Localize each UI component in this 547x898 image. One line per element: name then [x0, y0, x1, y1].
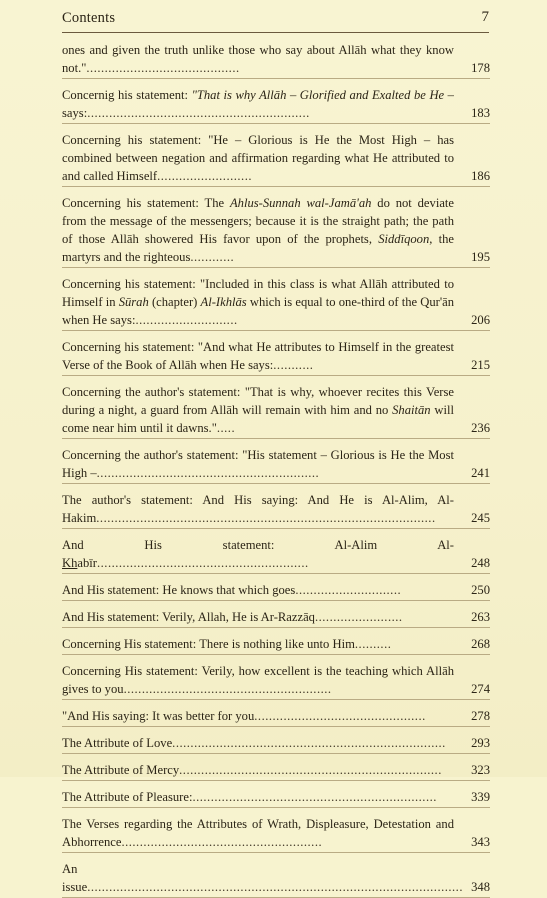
- dot-leader: .............................................................................................: [96, 511, 436, 525]
- toc-entry-title: The Verses regarding the Attributes of Wrath, Displeasure, Detestation and Abhorrence: [62, 817, 454, 849]
- toc-entry: [62, 707, 490, 727]
- toc-entry-page: 206: [471, 313, 490, 327]
- dot-leader: ...............................................: [254, 709, 426, 723]
- toc-entry: [62, 194, 490, 268]
- toc-entry: [62, 608, 490, 628]
- toc-entry-title: Concernig his statement: "That is why Allāh – Glorified and Exalted be He – says:: [62, 88, 454, 120]
- toc-entry-page: 245: [471, 511, 490, 525]
- toc-entry-title: Concerning his statement: The Ahlus-Sunnah wal-Jamā'ah do not deviate from the message of the messengers; because it is the straight path; the path of those Allāh showered His favor upon of the prophets, Siddīqoon, the martyrs and the righteous: [62, 196, 455, 264]
- toc-entry: [62, 383, 490, 439]
- toc-entry: [62, 446, 490, 484]
- dot-leader: .......................................................: [121, 835, 323, 849]
- toc-entry: [62, 86, 490, 124]
- page-header: [62, 8, 489, 33]
- dot-leader: ...........: [273, 358, 314, 372]
- dot-leader: ............................: [135, 313, 238, 327]
- running-title: Contents: [62, 10, 116, 26]
- toc-entry-title: And His statement: Al-Alim Al-Khabīr: [62, 538, 454, 570]
- dot-leader: ..........................................................: [97, 556, 309, 570]
- toc-entry: [62, 131, 490, 187]
- toc-entry: [62, 815, 490, 853]
- dot-leader: .............................................................: [96, 466, 320, 480]
- dot-leader: ........................................................................: [179, 763, 442, 777]
- toc-entry-page: 348: [471, 880, 490, 894]
- toc-entry-page: 178: [471, 61, 490, 75]
- toc-entry-title: Concerning the author's statement: "His statement – Glorious is He the Most High –: [62, 448, 454, 480]
- dot-leader: ...................................................................: [192, 790, 437, 804]
- toc-entry: [62, 536, 490, 574]
- toc-entry: [62, 761, 490, 781]
- toc-entry-title: "And His saying: It was better for you: [62, 709, 255, 723]
- toc-entry-page: 278: [471, 709, 490, 723]
- toc-entry-page: 248: [471, 556, 490, 570]
- toc-entry: [62, 635, 490, 655]
- toc-entry-page: 186: [471, 169, 490, 183]
- toc-entry-page: 293: [471, 736, 490, 750]
- toc-entry-title: And His statement: He knows that which goes: [62, 583, 296, 597]
- toc-entry-page: 343: [471, 835, 490, 849]
- toc-entry-page: 268: [471, 637, 490, 651]
- toc-entry: [62, 581, 490, 601]
- toc-entry-title: And His statement: Verily, Allah, He is Ar-Razzāq: [62, 610, 315, 624]
- toc-entry-title: Concerning his statement: "He – Glorious is He the Most High – has combined between negation and affirmation regarding what He attributed to and called Himself: [62, 133, 454, 183]
- toc-entry-page: 250: [471, 583, 490, 597]
- dot-leader: ..........................................: [86, 61, 240, 75]
- toc-entry-title: The author's statement: And His saying: And He is Al-Alim, Al-Hakim: [62, 493, 454, 525]
- toc-entry-title: The Attribute of Pleasure:: [62, 790, 193, 804]
- dot-leader: .........................................................: [123, 682, 332, 696]
- dot-leader: .....: [216, 421, 236, 435]
- dot-leader: ...........................................................................: [172, 736, 446, 750]
- toc-entry: [62, 491, 490, 529]
- toc-entry-page: 274: [471, 682, 490, 696]
- toc-entry-title: Concerning his statement: "Included in this class is what Allāh attributed to Himself in Sūrah (chapter) Al-Ikhlās which is equal to one-third of the Qur'ān when He says:: [62, 277, 454, 327]
- toc-entry-title: Concerning His statement: There is nothing like unto Him: [62, 637, 355, 651]
- page-number: 7: [481, 9, 489, 25]
- dot-leader: ..........: [354, 637, 392, 651]
- toc-entry: [62, 788, 490, 808]
- toc-entry-page: 263: [471, 610, 490, 624]
- table-of-contents: [62, 41, 490, 898]
- toc-entry-page: 195: [471, 250, 490, 264]
- toc-entry-page: 339: [471, 790, 490, 804]
- toc-entry: [62, 662, 490, 700]
- dot-leader: .............................................................: [87, 106, 310, 120]
- toc-entry-title: ones and given the truth unlike those who say about Allāh what they know not.": [62, 43, 454, 75]
- toc-entry-page: 236: [471, 421, 490, 435]
- toc-entry-title: Concerning the author's statement: "That is why, whoever recites this Verse during a night, a guard from Allāh will remain with him and no Shaitān will come near him until it dawns.": [62, 385, 454, 435]
- toc-entry: [62, 41, 490, 79]
- toc-entry: [62, 275, 490, 331]
- toc-entry-page: 215: [471, 358, 490, 372]
- dot-leader: ..........................: [157, 169, 252, 183]
- dot-leader: .............................: [295, 583, 402, 597]
- dot-leader: .......................................................................................................: [87, 880, 463, 894]
- toc-entry-page: 323: [471, 763, 490, 777]
- toc-entry-page: 183: [471, 106, 490, 120]
- toc-entry-title: The Attribute of Mercy: [62, 763, 180, 777]
- toc-entry: [62, 338, 490, 376]
- toc-entry-title: An issue: [62, 862, 88, 894]
- toc-entry-title: Concerning His statement: Verily, how excellent is the teaching which Allāh gives to you: [62, 664, 454, 696]
- dot-leader: ............: [190, 250, 235, 264]
- toc-entry: [62, 860, 490, 898]
- toc-entry-page: 241: [471, 466, 490, 480]
- dot-leader: ........................: [314, 610, 403, 624]
- toc-entry-title: The Attribute of Love: [62, 736, 173, 750]
- toc-entry-title: Concerning his statement: "And what He attributes to Himself in the greatest Verse of the Book of Allāh when He says:: [62, 340, 454, 372]
- toc-entry: [62, 734, 490, 754]
